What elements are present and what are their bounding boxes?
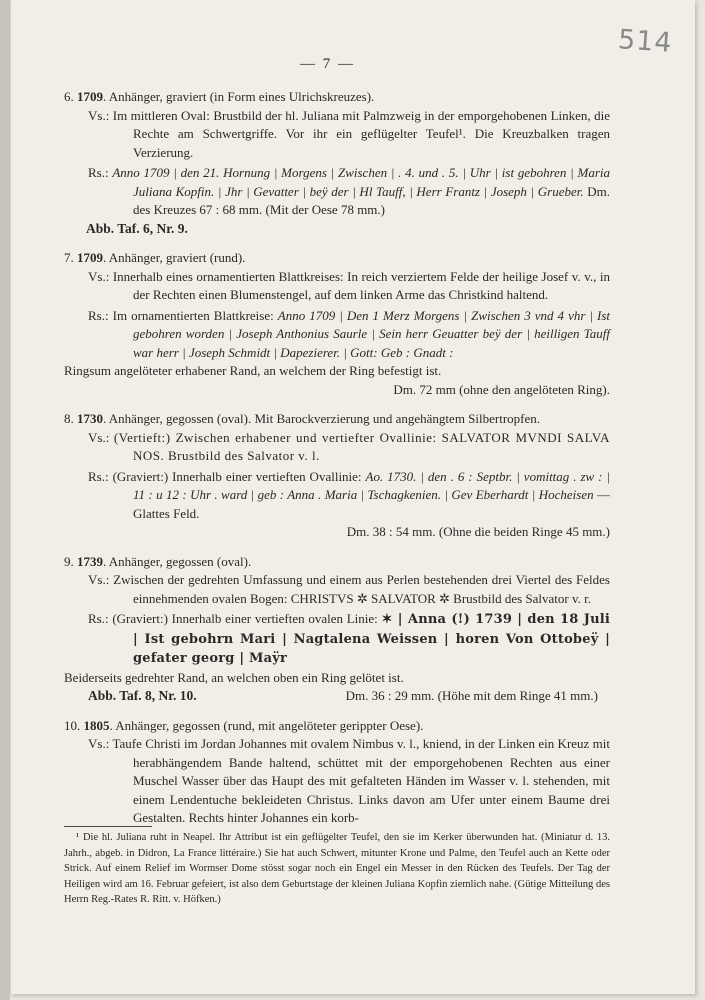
dimensions: Dm. 38 : 54 mm. (Ohne die beiden Ringe 45 mm.) — [346, 524, 610, 539]
entry-year: 1709 — [77, 89, 103, 104]
obverse-text: (Vertieft:) Zwischen erhabener und vertiefter Ovallinie: SALVATOR MVNDI SALVA NOS. Brustbild des Salvator v. l. — [113, 429, 610, 463]
entry-title: . Anhänger, graviert (rund). — [103, 250, 246, 265]
entry-heading — [64, 88, 610, 107]
entry-number: 7. — [64, 250, 74, 265]
obverse-text: Innerhalb eines ornamentierten Blattkreises: In reich verziertem Felde der heilige Josef v. v., in der Rechten einen Blumenstengel, auf dem linken Arme das Christkind haltend. — [112, 268, 611, 302]
entry-heading — [64, 717, 610, 736]
reverse-label: Rs.: — [88, 611, 109, 626]
catalogue-entry-7 — [64, 249, 610, 399]
reverse-inscription: Anno 1709 | den 21. Hornung | Morgens | Zwischen | . 4. und . 5. | Uhr | ist gebohren | Maria Juliana Kopfin. | Jhr | Gevatter | beÿ der | Hl Tauff, | Herr Frantz | Joseph | Grueber. — [112, 165, 611, 199]
obverse-description — [88, 268, 610, 305]
reverse-intro: (Graviert:) Innerhalb einer vertieften Ovallinie: — [112, 468, 366, 484]
obverse-description — [88, 571, 610, 608]
dimensions: Dm. 72 mm (ohne den angelöteten Ring). — [393, 381, 610, 397]
entry-year: 1805 — [83, 717, 110, 733]
obverse-description — [88, 735, 610, 828]
obverse-text: Im mittleren Oval: Brustbild der hl. Juliana mit Palmzweig in der emporgehobenen Linken, die Rechte am Schwertgriffe. Vor ihr ein geflügelter Teufel¹. Die Kreuzbalken tragen Verzierung. — [112, 107, 611, 160]
footnote-divider — [64, 826, 152, 827]
obverse-label: Vs.: — [88, 429, 110, 445]
catalogue-entry-9 — [64, 553, 610, 706]
obverse-label: Vs.: — [88, 736, 110, 751]
reverse-description — [88, 307, 610, 363]
reverse-label: Rs.: — [88, 165, 109, 180]
reverse-inscription: Anno 1709 | Den 1 Merz Morgens | Zwischen 3 vnd 4 vhr | Ist gebohren worden | Joseph Anthonius Saurle | Sein herr Geuatter beÿ der | heilligen Tauff war herr | Joseph Schmidt | Dapezierer. | Gott: Geb : Gnadt : — [133, 307, 611, 360]
plate-reference: Abb. Taf. 8, Nr. 10. — [88, 688, 197, 703]
entry-heading — [64, 410, 610, 429]
entry-title: . Anhänger, graviert (in Form eines Ulrichskreuzes). — [103, 89, 375, 104]
reverse-label: Rs.: — [88, 468, 109, 484]
obverse-label: Vs.: — [88, 572, 110, 587]
dimensions: Dm. des Kreuzes 67 : 68 mm. (Mit der Oese 78 mm.) — [133, 183, 611, 217]
reverse-label: Rs.: — [88, 307, 109, 323]
obverse-description — [88, 429, 610, 466]
obverse-label: Vs.: — [88, 268, 110, 284]
book-spine-edge — [0, 0, 10, 1000]
entry-heading — [64, 249, 610, 268]
reverse-description — [88, 610, 610, 669]
obverse-label: Vs.: — [88, 107, 110, 123]
entry-title: . Anhänger, gegossen (oval). Mit Barockverzierung und angehängtem Silbertropfen. — [103, 411, 541, 426]
obverse-description — [88, 107, 610, 163]
catalogue-entry-8 — [64, 410, 610, 542]
reverse-intro: Im ornamentierten Blattkreise: — [112, 307, 278, 323]
obverse-text: Zwischen der gedrehten Umfassung und einem aus Perlen bestehenden drei Viertel des Feldes einnehmenden ovalen Bogen: CHRISTVS ✲ SALVATOR ✲ Brustbild des Salvator v. r. — [113, 572, 610, 606]
entry-title: . Anhänger, gegossen (rund, mit angelöteter gerippter Oese). — [109, 717, 424, 733]
reverse-inscription: Ao. 1730. | den . 6 : Septbr. | vomittag . zw : | 11 : u 12 : Uhr . ward | geb : Anna . Maria | Tschagkenien. | Gev Eberhardt | Hocheisen — [133, 468, 611, 502]
reverse-inscription: ✶ | Anna (!) 1739 | den 18 Juli | Ist gebohrn Mari | Nagtalena Weissen | horen Von Ottobeÿ | gefater georg | Maÿr — [133, 612, 610, 666]
dimensions: Dm. 36 : 29 mm. (Höhe mit dem Ringe 41 mm.) — [345, 688, 598, 703]
entry-year: 1730 — [77, 411, 103, 426]
reverse-note: — Glattes Feld. — [133, 487, 611, 521]
catalogue-entry-6 — [64, 88, 610, 238]
entry-year: 1739 — [77, 553, 103, 569]
entry-heading — [64, 553, 610, 572]
obverse-text: Taufe Christi im Jordan Johannes mit ovalem Nimbus v. l., kniend, in der Linken ein Kreuz mit herabhängendem Bande haltend, schüttet mit der emporgehobenen Rechten aus einer Muschel Wasser über das Haupt des mit gefalteten Händen im Wasser v. l. stehenden, mit einem Lendentuche bekleideten Christus. Links davon am Ufer unter einem Baume drei Gestalten. Rechts hinter Johannes ein korb- — [112, 736, 611, 825]
plate-and-dimensions-row — [88, 687, 610, 706]
plate-reference: Abb. Taf. 6, Nr. 9. — [86, 220, 188, 236]
entry-number: 10. — [64, 717, 81, 733]
entry-number: 6. — [64, 89, 74, 104]
rim-description: Ringsum angelöteter erhabener Rand, an welchem der Ring befestigt ist. — [64, 363, 442, 378]
reverse-description — [88, 164, 610, 220]
reverse-intro: (Graviert:) Innerhalb einer vertieften ovalen Linie: — [112, 611, 382, 626]
catalogue-body — [64, 88, 610, 839]
entry-number: 8. — [64, 411, 74, 426]
page-number: — 7 — — [300, 56, 355, 72]
rim-description: Beiderseits gedrehter Rand, an welchen oben ein Ring gelötet ist. — [64, 669, 404, 685]
entry-number: 9. — [64, 553, 74, 569]
entry-year: 1709 — [77, 250, 103, 265]
reverse-description — [88, 468, 610, 524]
footnote: ¹ Die hl. Juliana ruht in Neapel. Ihr Attribut ist ein geflügelter Teufel, den sie im Kerker überwunden hat. (Miniatur d. 13. Jahrh., abgeb. in Didron, La France littéraire.) Sie hat auch Schwert, mitunter Krone und Palme, den Teufel auch an Kette oder Strick. Auf einem Relief im Wormser Dome stösst sogar noch ein Engel ein Messer in den Rücken des Teufels. Der Tag der Heiligen wird am 16. Februar gefeiert, ist also dem Geburtstage der kleinen Juliana Kopfin ziemlich nahe. (Gütige Mitteilung des Herrn Reg.-Rates R. Ritt. v. Höfken.) — [64, 832, 610, 905]
handwritten-margin-number: 514 — [616, 24, 674, 59]
entry-title: . Anhänger, gegossen (oval). — [103, 553, 252, 569]
catalogue-entry-10 — [64, 717, 610, 828]
